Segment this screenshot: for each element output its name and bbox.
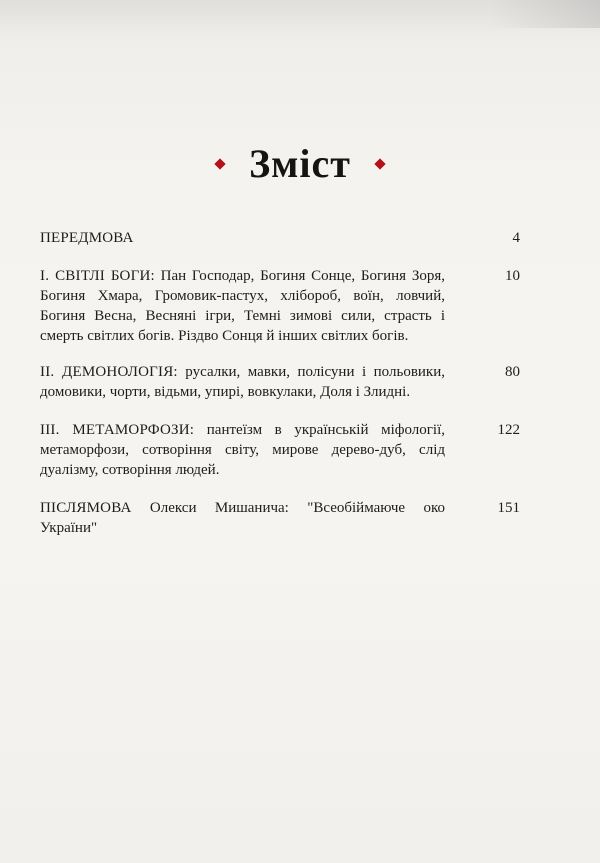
page-title: Зміст (249, 141, 351, 186)
left-diamond-icon (214, 158, 225, 169)
toc-entry-heading: ПЕРЕДМОВА (40, 230, 134, 246)
toc-entry-heading: ІІІ. МЕТАМОРФОЗИ: (40, 422, 195, 438)
toc-entry-description: пантеїзм в українській міфології, метаморфози, сотворіння світу, мирове дерево-дуб, слід дуалізму, сотворіння людей. (40, 422, 446, 478)
toc-entry-page: 80 (505, 364, 520, 380)
top-corner-shadow (490, 0, 600, 28)
toc-entry-demonology[interactable] (40, 362, 520, 402)
toc-entry-text (40, 362, 445, 402)
toc-entry-afterword[interactable] (40, 498, 520, 538)
toc-entry-metamorphoses[interactable] (40, 420, 520, 480)
toc-entry-page: 4 (512, 230, 520, 246)
toc-entry-page: 151 (497, 500, 520, 516)
right-diamond-icon (374, 158, 385, 169)
toc-entry-heading: ПІСЛЯМОВА (40, 500, 132, 516)
toc-entry-text (40, 498, 445, 538)
table-of-contents (40, 228, 520, 558)
toc-entry-heading: І. СВІТЛІ БОГИ: (40, 268, 155, 284)
toc-entry-description: Пан Господар, Богиня Сонце, Богиня Зоря, Богиня Хмара, Громовик-пастух, хлібороб, воїн, ловчий, Богиня Весна, Весняні ігри, Темні зимові сили, страсть і смерть світлих богів. Різдво Сонця й інших світлих богів. (40, 268, 446, 344)
toc-entry-description: русалки, мавки, полісуни і польовики, домовики, чорти, відьми, упирі, вовкулаки, Доля і Злидні. (40, 364, 445, 400)
toc-entry-foreword[interactable] (40, 228, 520, 248)
toc-entry-description: Олекси Мишанича: "Всеобіймаюче око України" (40, 500, 445, 536)
toc-entry-page: 10 (505, 268, 520, 284)
toc-entry-page: 122 (497, 422, 520, 438)
toc-entry-bright-gods[interactable] (40, 266, 520, 346)
toc-entry-text (40, 228, 445, 248)
toc-entry-heading: ІІ. ДЕМОНОЛОГІЯ: (40, 364, 178, 380)
toc-entry-text (40, 420, 445, 480)
page-title-row (0, 140, 600, 187)
toc-entry-text (40, 266, 445, 346)
